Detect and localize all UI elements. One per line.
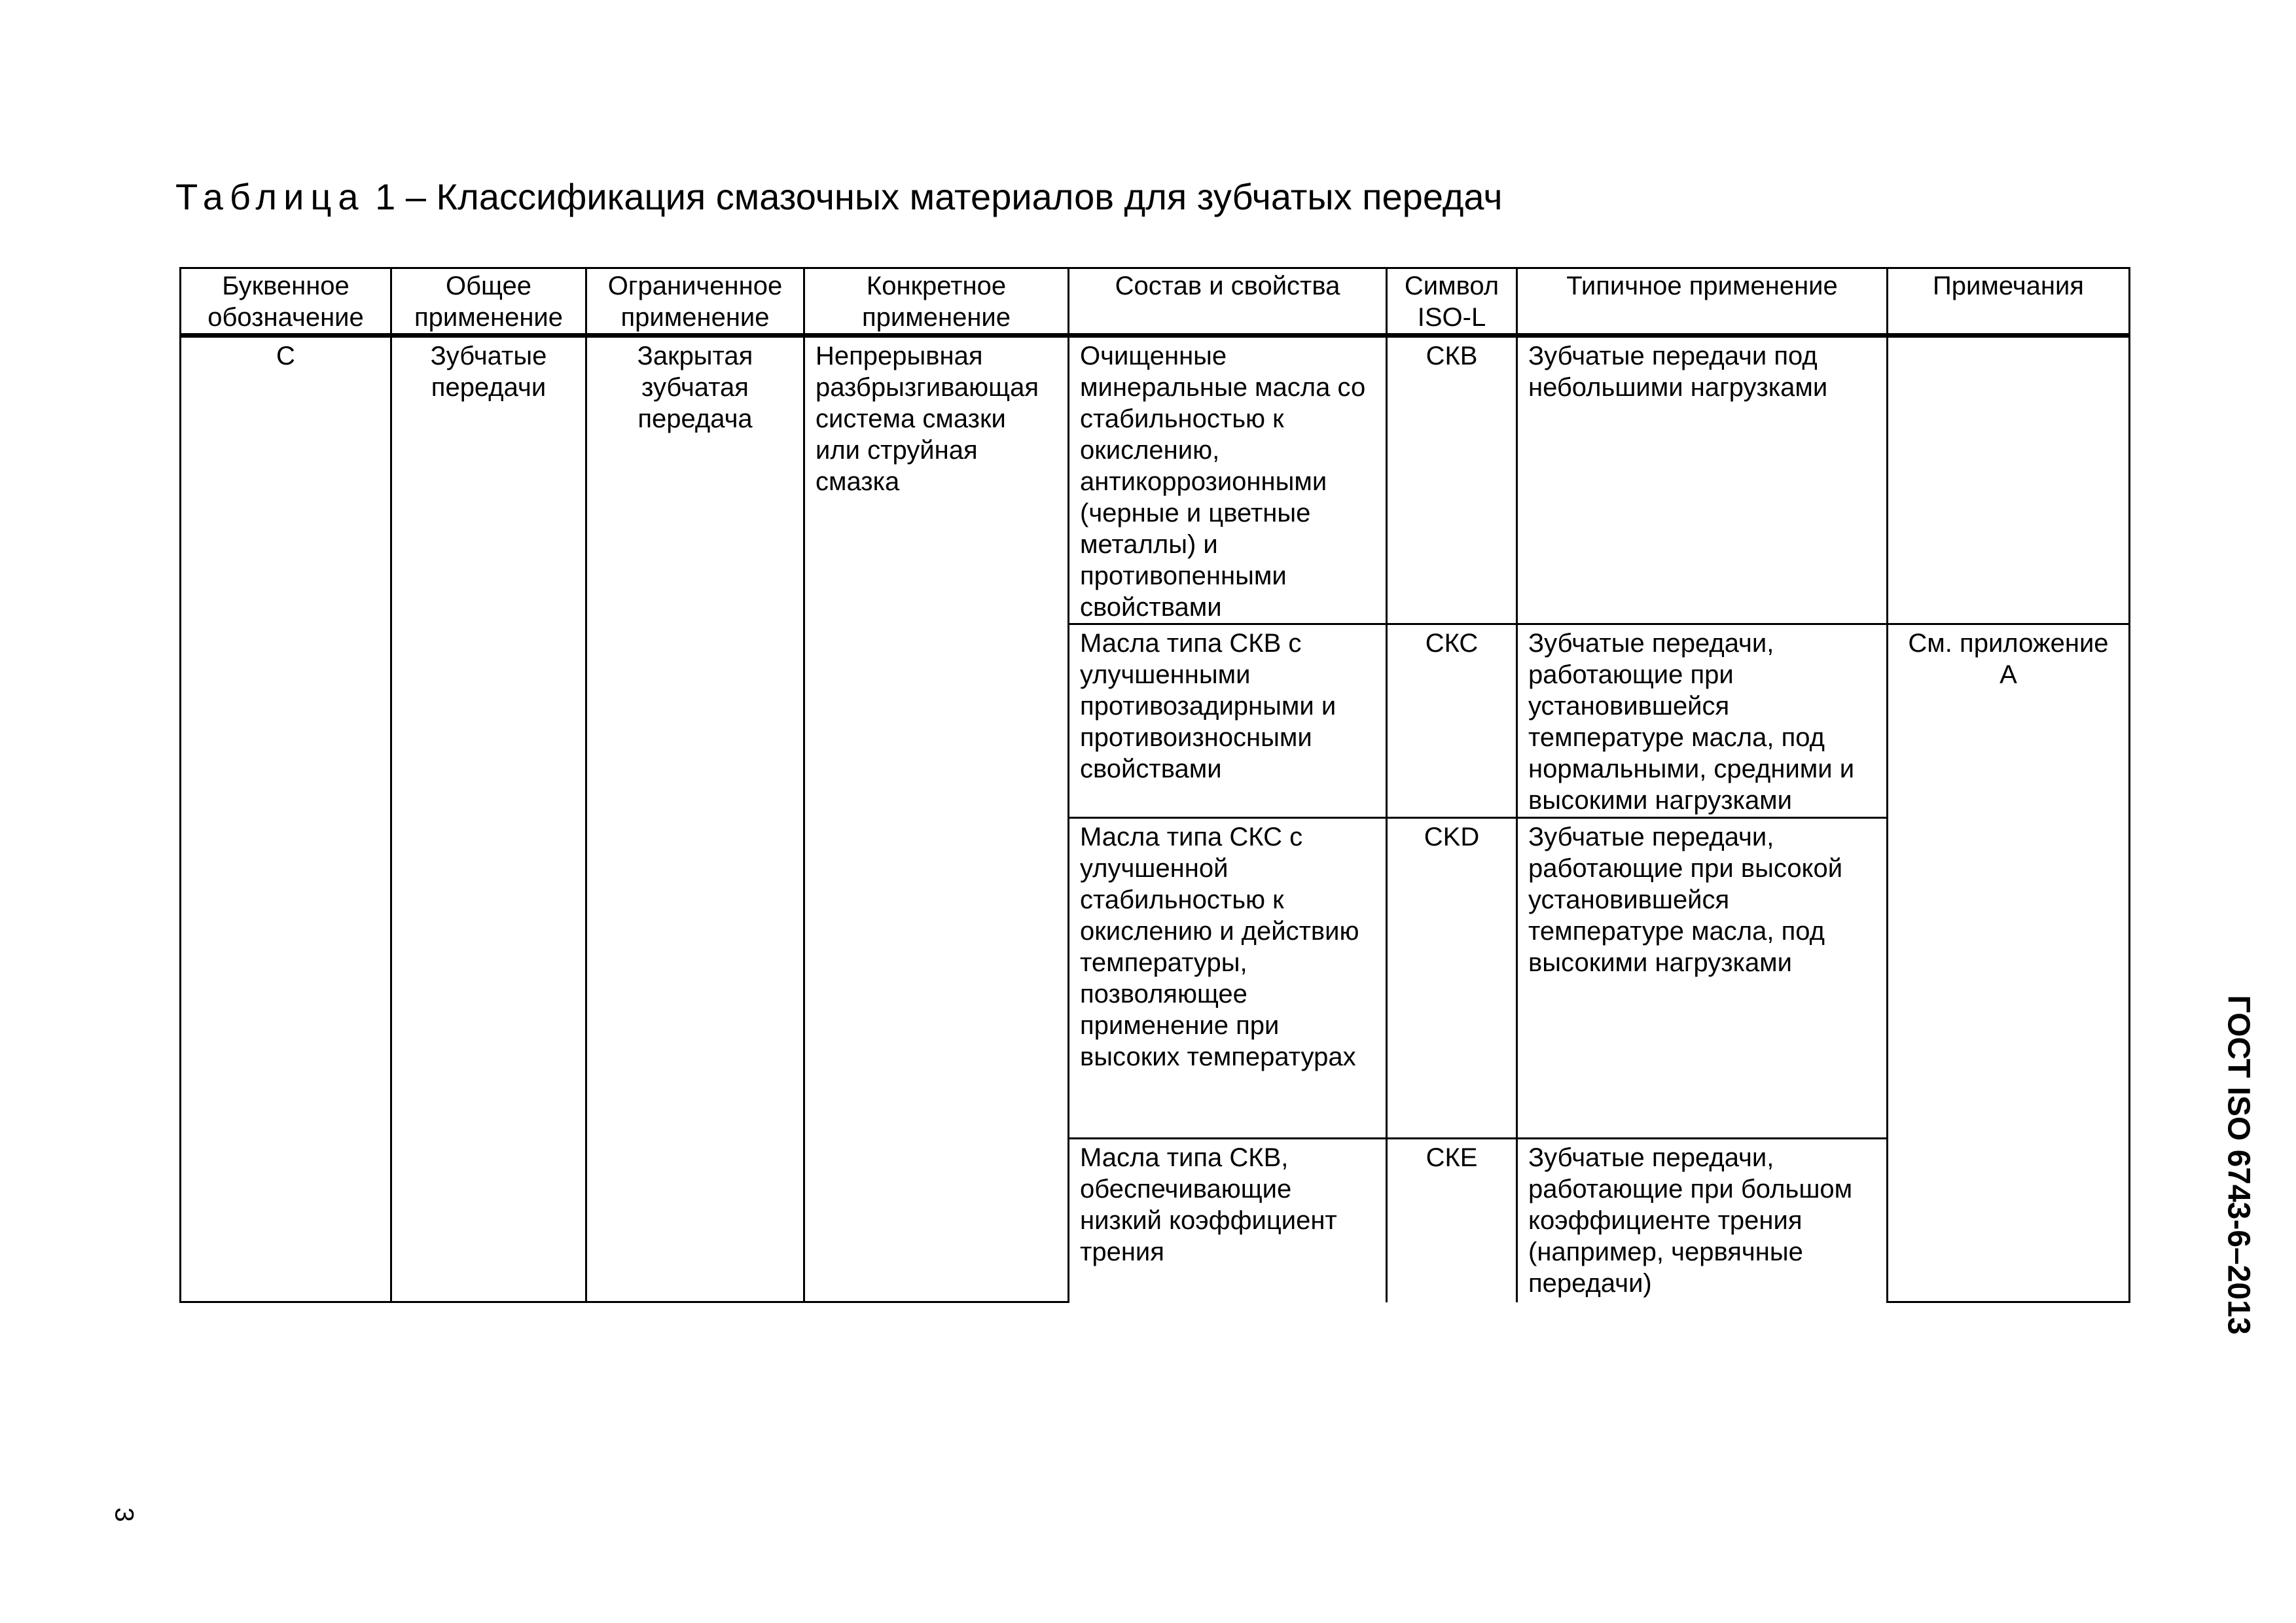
- classification-table-frame: [179, 267, 2128, 1296]
- cell-composition: Очищенные минеральные масла со стабильностью к окислению, антикоррозионными (черные и цветные металлы) и противопенными свойствами: [1069, 336, 1387, 624]
- header-letter: Буквенное обозначение: [181, 268, 391, 336]
- table-caption: [175, 175, 1503, 218]
- cell-application: Зубчатые передачи, работающие при высокой установившейся температуре масла, под высокими нагрузками: [1517, 818, 1888, 1139]
- caption-label: Таблица: [175, 176, 365, 217]
- cell-letter: С: [181, 336, 391, 1302]
- header-symbol: Символ ISO-L: [1387, 268, 1517, 336]
- cell-limited: Закрытая зубчатая передача: [586, 336, 804, 1302]
- cell-application: Зубчатые передачи, работающие при большом коэффициенте трения (например, червячные передачи): [1517, 1139, 1888, 1302]
- table-row: [181, 336, 2130, 624]
- cell-application: Зубчатые передачи, работающие при установившейся температуре масла, под нормальными, средними и высокими нагрузками: [1517, 624, 1888, 818]
- cell-general: Зубчатые передачи: [391, 336, 586, 1302]
- header-application: Типичное применение: [1517, 268, 1888, 336]
- cell-symbol: СКС: [1387, 624, 1517, 818]
- header-composition: Состав и свойства: [1069, 268, 1387, 336]
- cell-application: Зубчатые передачи под небольшими нагрузками: [1517, 336, 1888, 624]
- cell-composition: Масла типа СКС с улучшенной стабильностью к окислению и действию температуры, позволяющее применение при высоких температурах: [1069, 818, 1387, 1139]
- header-notes: Примечания: [1888, 268, 2130, 336]
- cell-note: [1888, 336, 2130, 624]
- standard-designation: ГОСТ ISO 6743-6–2013: [2221, 995, 2256, 1335]
- cell-composition: Масла типа СКВ, обеспечивающие низкий коэффициент трения: [1069, 1139, 1387, 1302]
- header-limited: Ограниченное применение: [586, 268, 804, 336]
- header-specific: Конкретное применение: [804, 268, 1069, 336]
- caption-title: 1 – Классификация смазочных материалов для зубчатых передач: [375, 176, 1503, 217]
- cell-symbol: СKD: [1387, 818, 1517, 1139]
- cell-note: См. приложение А: [1888, 624, 2130, 1302]
- cell-symbol: СКВ: [1387, 336, 1517, 624]
- header-general: Общее применение: [391, 268, 586, 336]
- classification-table: [179, 267, 2130, 1303]
- page-number: 3: [109, 1507, 139, 1522]
- table-header-row: [181, 268, 2130, 336]
- cell-specific: Непрерывная разбрызгивающая система смазки или струйная смазка: [804, 336, 1069, 1302]
- cell-composition: Масла типа СКВ с улучшенными противозадирными и противоизносными свойствами: [1069, 624, 1387, 818]
- cell-symbol: СКЕ: [1387, 1139, 1517, 1302]
